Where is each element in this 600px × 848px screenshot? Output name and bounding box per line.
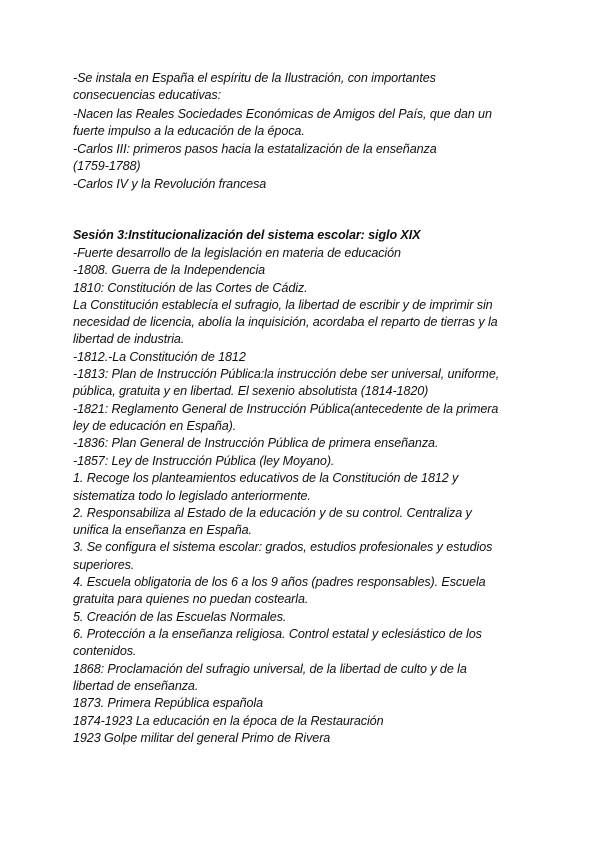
session-line-24: contenidos. — [73, 644, 137, 658]
intro-line-4: fuerte impulso a la educación de la época. — [73, 124, 305, 138]
session-line-9: pública, gratuita y en libertad. El sexenio absolutista (1814-1820) — [73, 384, 429, 398]
session-line-22: 5. Creación de las Escuelas Normales. — [73, 610, 287, 624]
session-line-17: unifica la enseñanza en España. — [73, 523, 252, 537]
session-line-6: libertad de industria. — [73, 332, 185, 346]
session-line-18: 3. Se configura el sistema escolar: grados, estudios profesionales y estudios — [73, 540, 493, 554]
session-line-19: superiores. — [73, 558, 135, 572]
intro-line-2: consecuencias educativas: — [73, 88, 222, 102]
session-line-13: -1857: Ley de Instrucción Pública (ley Moyano). — [73, 454, 335, 468]
session-line-16: 2. Responsabiliza al Estado de la educación y de su control. Centraliza y — [73, 506, 472, 520]
intro-line-5: -Carlos III: primeros pasos hacia la estatalización de la enseñanza — [73, 142, 437, 156]
session-line-1: -Fuerte desarrollo de la legislación en materia de educación — [73, 246, 401, 260]
intro-line-3: -Nacen las Reales Sociedades Económicas de Amigos del País, que dan un — [73, 107, 492, 121]
session-line-2: -1808. Guerra de la Independencia — [73, 263, 266, 277]
session-line-20: 4. Escuela obligatoria de los 6 a los 9 años (padres responsables). Escuela — [73, 575, 486, 589]
session-line-15: sistematiza todo lo legislado anteriormente. — [73, 489, 311, 503]
session-line-4: La Constitución establecía el sufragio, la libertad de escribir y de imprimir sin — [73, 298, 493, 312]
session-line-14: 1. Recoge los planteamientos educativos de la Constitución de 1812 y — [73, 471, 459, 485]
session-line-7: -1812.-La Constitución de 1812 — [73, 350, 246, 364]
intro-line-7: -Carlos IV y la Revolución francesa — [73, 177, 267, 191]
session-line-26: libertad de enseñanza. — [73, 679, 199, 693]
session-line-8: -1813: Plan de Instrucción Pública:la instrucción debe ser universal, uniforme, — [73, 367, 500, 381]
session-line-10: -1821: Reglamento General de Instrucción Pública(antecedente de la primera — [73, 402, 499, 416]
section-heading: Sesión 3:Institucionalización del sistema escolar: siglo XIX — [73, 228, 421, 242]
session-line-23: 6. Protección a la enseñanza religiosa. Control estatal y eclesiástico de los — [73, 627, 482, 641]
session-line-28: 1874-1923 La educación en la época de la Restauración — [73, 714, 384, 728]
session-line-11: ley de educación en España). — [73, 419, 237, 433]
session-line-12: -1836: Plan General de Instrucción Pública de primera enseñanza. — [73, 436, 439, 450]
session-line-3: 1810: Constitución de las Cortes de Cádiz. — [73, 281, 308, 295]
session-line-27: 1873. Primera República española — [73, 696, 264, 710]
session-line-5: necesidad de licencia, abolía la inquisición, acordaba el reparto de tierras y la — [73, 315, 498, 329]
session-line-25: 1868: Proclamación del sufragio universal, de la libertad de culto y de la — [73, 662, 467, 676]
session-line-29: 1923 Golpe militar del general Primo de Rivera — [73, 731, 331, 745]
session-line-21: gratuita para quienes no puedan costearla. — [73, 592, 309, 606]
intro-line-6: (1759-1788) — [73, 159, 141, 173]
intro-line-1: -Se instala en España el espíritu de la Ilustración, con importantes — [73, 71, 436, 85]
